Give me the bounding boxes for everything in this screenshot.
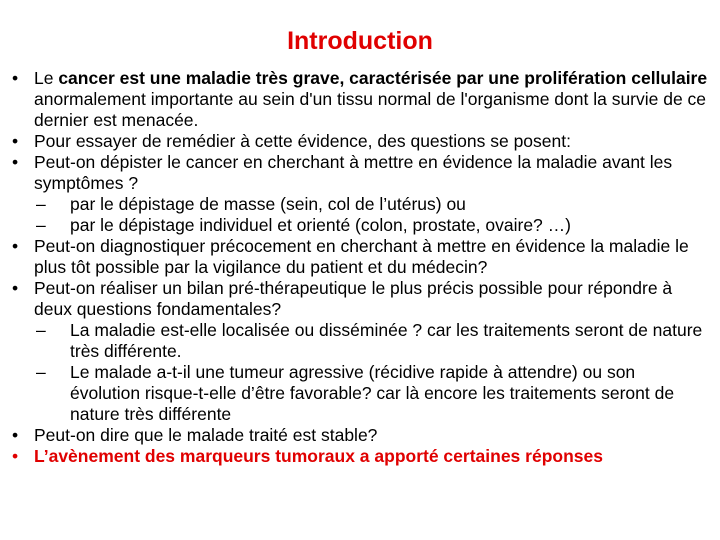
item-text: La maladie est-elle localisée ou disséminée ? car les traitements seront de nature très différente. bbox=[70, 320, 703, 361]
list-item-highlight bbox=[12, 446, 710, 467]
dash-icon: – bbox=[36, 320, 46, 340]
bullet-icon: • bbox=[12, 68, 19, 88]
sub-list-item bbox=[12, 215, 710, 236]
list-item bbox=[12, 425, 710, 446]
sub-list-item bbox=[12, 320, 710, 362]
item-text: Peut-on diagnostiquer précocement en cherchant à mettre en évidence la maladie le plus tôt possible par la vigilance du patient et du médecin? bbox=[34, 236, 689, 277]
page-title: Introduction bbox=[287, 27, 433, 55]
item-text-rest: anormalement importante au sein d'un tissu normal de l'organisme dont la survie de ce dernier est menacée. bbox=[34, 89, 707, 130]
list-item bbox=[12, 278, 710, 320]
bullet-icon: • bbox=[12, 446, 19, 466]
bullet-icon: • bbox=[12, 152, 19, 172]
list-item bbox=[12, 236, 710, 278]
dash-icon: – bbox=[36, 194, 46, 214]
bullet-icon: • bbox=[12, 236, 19, 256]
sub-list-item bbox=[12, 194, 710, 215]
list-item bbox=[12, 152, 710, 194]
dash-icon: – bbox=[36, 215, 46, 235]
item-text: Peut-on dépister le cancer en cherchant à mettre en évidence la maladie avant les symptômes ? bbox=[34, 152, 673, 193]
item-text: Pour essayer de remédier à cette évidence, des questions se posent: bbox=[34, 131, 571, 151]
item-text: Peut-on réaliser un bilan pré-thérapeutique le plus précis possible pour répondre à deux questions fondamentales? bbox=[34, 278, 673, 319]
item-text-lead: Le bbox=[34, 68, 59, 88]
bullet-icon: • bbox=[12, 131, 19, 151]
sub-list-item bbox=[12, 362, 710, 425]
item-text: Le malade a-t-il une tumeur agressive (récidive rapide à attendre) ou son évolution risque-t-elle d’être favorable? car là encore les traitements seront de nature très différente bbox=[70, 362, 675, 424]
item-text: Peut-on dire que le malade traité est stable? bbox=[34, 425, 378, 445]
bullet-icon: • bbox=[12, 278, 19, 298]
list-item bbox=[12, 131, 710, 152]
item-text: L’avènement des marqueurs tumoraux a apporté certaines réponses bbox=[34, 446, 603, 466]
list-item bbox=[12, 68, 710, 131]
item-text-emphasis: cancer est une maladie très grave, caractérisée par une prolifération cellulaire bbox=[58, 68, 708, 88]
item-text: par le dépistage de masse (sein, col de l’utérus) ou bbox=[70, 194, 466, 214]
item-text: par le dépistage individuel et orienté (colon, prostate, ovaire? …) bbox=[70, 215, 571, 235]
bullet-list bbox=[12, 68, 710, 467]
bullet-icon: • bbox=[12, 425, 19, 445]
dash-icon: – bbox=[36, 362, 46, 382]
